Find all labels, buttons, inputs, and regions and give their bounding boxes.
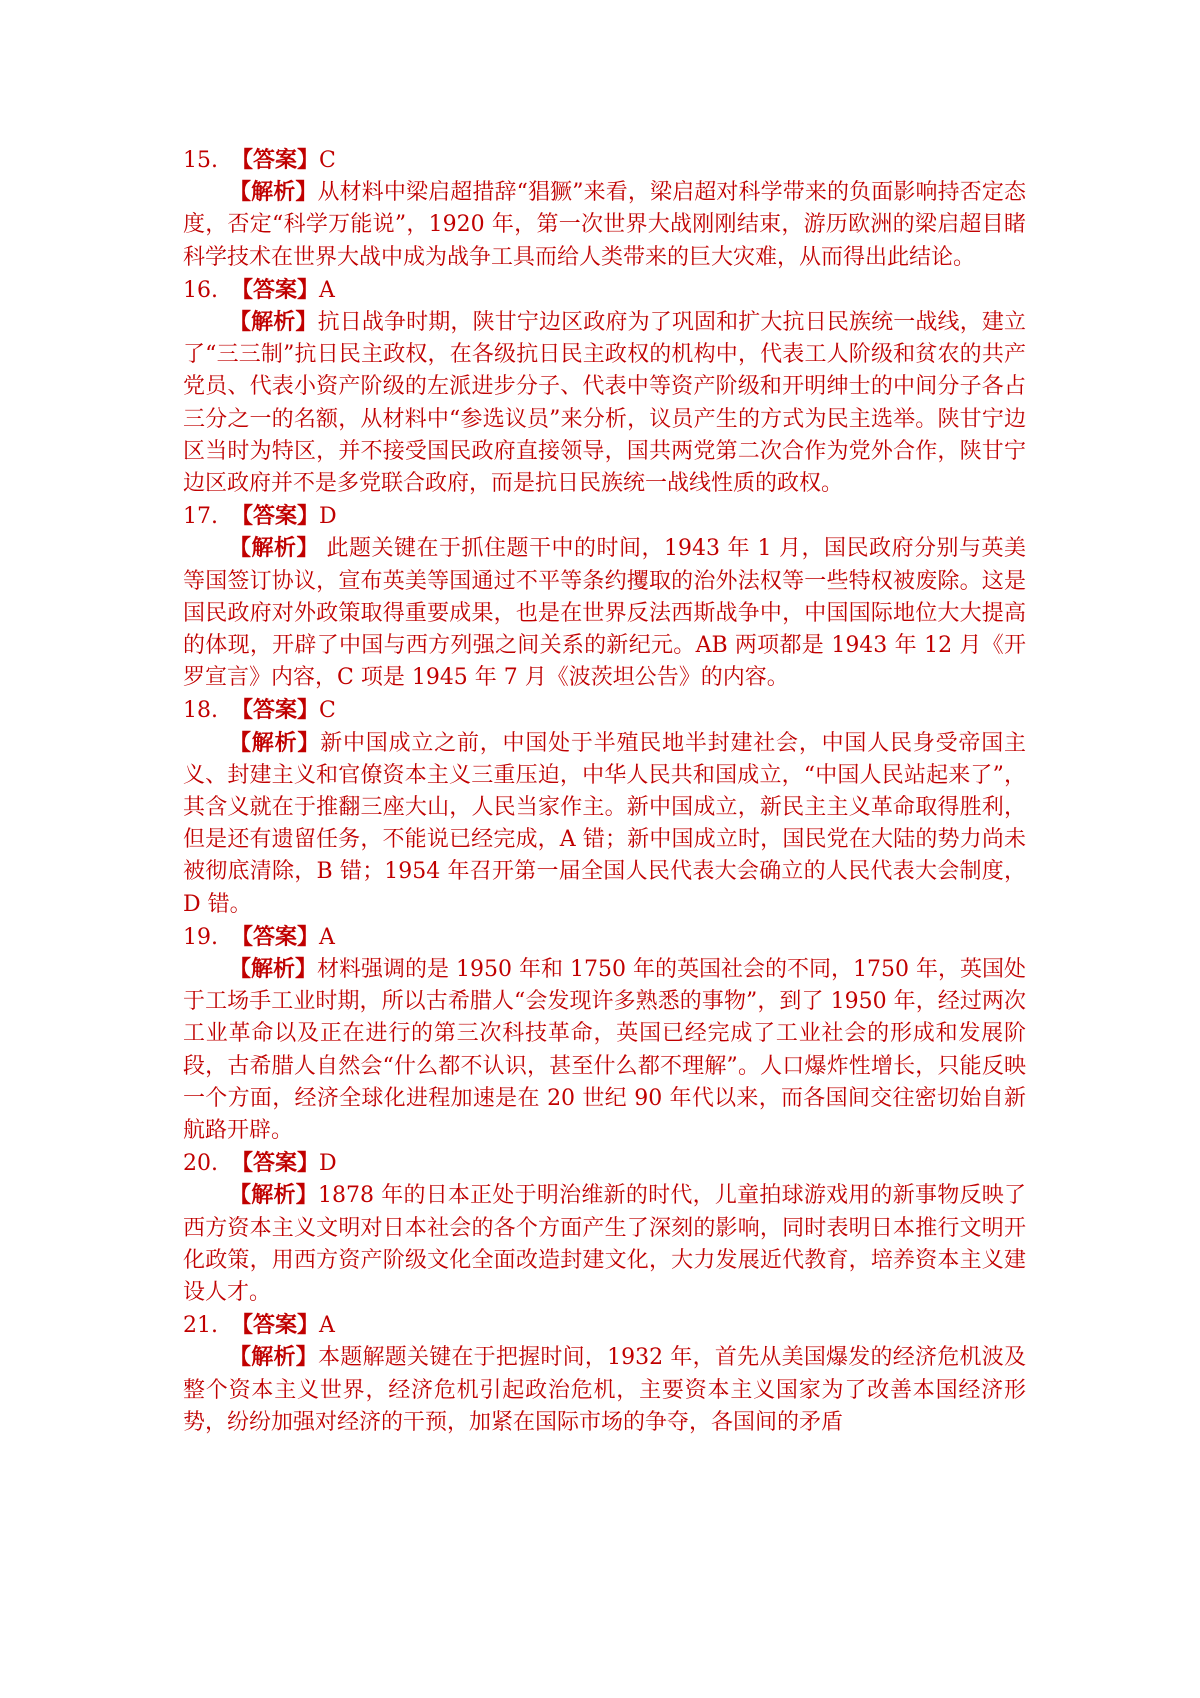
answer-item-19 [183, 921, 1026, 1147]
answer-choice: C [319, 148, 336, 173]
answer-choice: C [319, 698, 336, 724]
analysis-paragraph [183, 1179, 1026, 1309]
answer-label: 【答案】 [231, 1312, 320, 1339]
answer-choice: D [319, 504, 337, 530]
question-number: 16. [183, 277, 218, 303]
answer-choice: A [319, 1313, 335, 1339]
analysis-label: 【解析】 [229, 729, 321, 756]
answer-line [183, 1147, 1026, 1179]
answer-item-17 [183, 500, 1026, 694]
answer-choice: A [319, 277, 335, 303]
answer-item-21 [183, 1309, 1026, 1439]
answer-key-content [183, 144, 1026, 1439]
answer-label: 【答案】 [231, 503, 320, 530]
question-number: 15. [183, 148, 218, 173]
analysis-paragraph [183, 1341, 1026, 1439]
analysis-text: 抗日战争时期，陕甘宁边区政府为了巩固和扩大抗日民族统一战线，建立了“三三制”抗日民主政权，在各级抗日民主政权的机构中，代表工人阶级和贫农的共产党员、代表小资产阶级的左派进步分子、代表中等资产阶级和开明绅士的中间分子各占三分之一的名额，从材料中“参选议员”来分析，议员产生的方式为民主选举。陕甘宁边区当时为特区，并不接受国民政府直接领导，国共两党第二次合作为党外合作，陕甘宁边区政府并不是多党联合政府，而是抗日民族统一战线性质的政权。 [183, 309, 1026, 496]
analysis-label: 【解析】 [229, 1182, 318, 1209]
answer-item-15 [183, 144, 1026, 274]
analysis-label: 【解析】 [229, 535, 320, 562]
analysis-paragraph [183, 306, 1026, 500]
analysis-text: 此题关键在于抓住题干中的时间，1943 年 1 月，国民政府分别与英美等国签订协议，宣布英美等国通过不平等条约攫取的治外法权等一些特权被废除。这是国民政府对外政策取得重要成果，也是在世界反法西斯战争中，中国国际地位大大提高的体现，开辟了中国与西方列强之间关系的新纪元。AB 两项都是 1943 年 12 月《开罗宣言》内容，C 项是 1945 年 7 月《波茨坦公告》的内容。 [183, 536, 1026, 691]
answer-line [183, 694, 1026, 726]
analysis-paragraph [183, 176, 1026, 274]
answer-label: 【答案】 [231, 923, 320, 950]
analysis-text: 本题解题关键在于把握时间，1932 年，首先从美国爆发的经济危机波及整个资本主义世界，经济危机引起政治危机，主要资本主义国家为了改善本国经济形势，纷纷加强对经济的干预，加紧在国际市场的争夺，各国间的矛盾 [183, 1345, 1026, 1435]
answer-label: 【答案】 [231, 276, 320, 303]
answer-item-18 [183, 694, 1026, 920]
question-number: 21. [183, 1313, 218, 1339]
answer-line [183, 500, 1026, 532]
answer-label: 【答案】 [231, 1150, 320, 1177]
analysis-text: 1878 年的日本正处于明治维新的时代，儿童拍球游戏用的新事物反映了西方资本主义文明对日本社会的各个方面产生了深刻的影响，同时表明日本推行文明开化政策，用西方资产阶级文化全面改造封建文化，大力发展近代教育，培养资本主义建设人才。 [183, 1183, 1026, 1306]
analysis-label: 【解析】 [229, 308, 318, 335]
analysis-text: 新中国成立之前，中国处于半殖民地半封建社会，中国人民身受帝国主义、封建主义和官僚资本主义三重压迫，中华人民共和国成立，“中国人民站起来了”，其含义就在于推翻三座大山，人民当家作主。新中国成立，新民主主义革命取得胜利，但是还有遗留任务，不能说已经完成，A 错；新中国成立时，国民党在大陆的势力尚未被彻底清除，B 错；1954 年召开第一届全国人民代表大会确立的人民代表大会制度，D 错。 [183, 730, 1026, 917]
question-number: 19. [183, 924, 218, 950]
answer-line [183, 921, 1026, 953]
answer-line [183, 1309, 1026, 1341]
answer-label: 【答案】 [231, 147, 320, 173]
answer-choice: A [319, 924, 335, 950]
answer-label: 【答案】 [231, 697, 320, 724]
answer-choice: D [319, 1151, 337, 1177]
analysis-text: 材料强调的是 1950 年和 1750 年的英国社会的不同，1750 年，英国处于工场手工业时期，所以古希腊人“会发现许多熟悉的事物”，到了 1950 年，经过两次工业革命以及正在进行的第三次科技革命，英国已经完成了工业社会的形成和发展阶段，古希腊人自然会“什么都不认识，甚至什么都不理解”。人口爆炸性增长，只能反映一个方面，经济全球化进程加速是在 20 世纪 90 年代以来，而各国间交往密切始自新航路开辟。 [183, 957, 1026, 1144]
analysis-paragraph [183, 727, 1026, 921]
answer-item-20 [183, 1147, 1026, 1309]
analysis-label: 【解析】 [229, 179, 318, 206]
answer-item-16 [183, 274, 1026, 500]
analysis-label: 【解析】 [229, 956, 318, 982]
answer-line [183, 144, 1026, 176]
question-number: 18. [183, 698, 218, 724]
analysis-paragraph [183, 953, 1026, 1147]
question-number: 17. [183, 504, 218, 530]
analysis-label: 【解析】 [229, 1344, 318, 1371]
analysis-paragraph [183, 532, 1026, 694]
question-number: 20. [183, 1151, 218, 1177]
analysis-text: 从材料中梁启超措辞“猖獗”来看，梁启超对科学带来的负面影响持否定态度，否定“科学万能说”，1920 年，第一次世界大战刚刚结束，游历欧洲的梁启超目睹科学技术在世界大战中成为战争工具而给人类带来的巨大灾难，从而得出此结论。 [183, 180, 1026, 270]
answer-line [183, 274, 1026, 306]
